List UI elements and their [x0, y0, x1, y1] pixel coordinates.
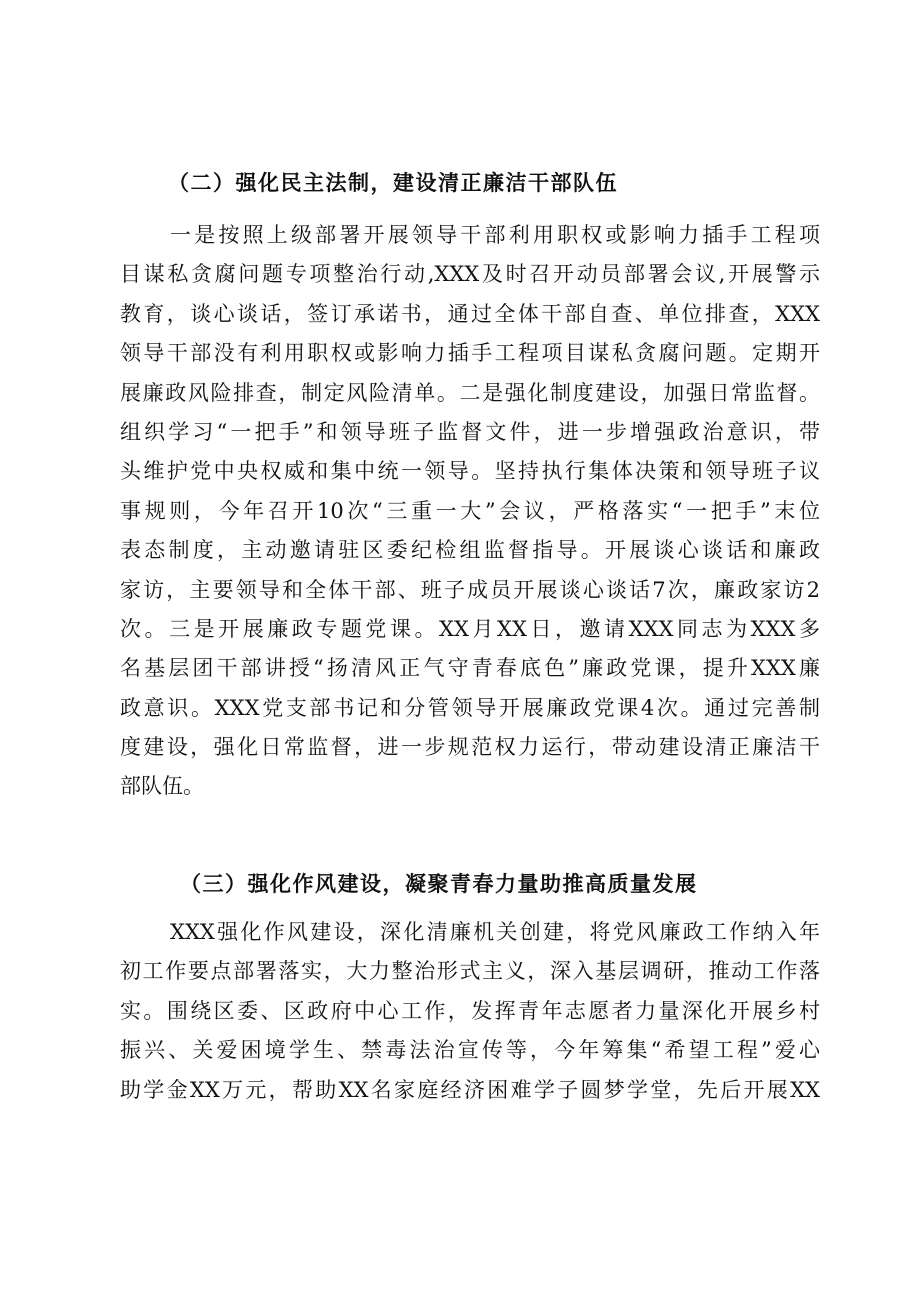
paragraph-line: 名基层团干部讲授“扬清风正气守青春底色”廉政党课，提升XXX廉: [120, 656, 820, 681]
paragraph-line: 一是按照上级部署开展领导干部利用职权或影响力插手工程项: [170, 223, 820, 247]
section-3-paragraph: [120, 913, 820, 1110]
paragraph-line: 实。围绕区委、区政府中心工作，发挥青年志愿者力量深化开展乡村: [120, 998, 820, 1023]
paragraph-line: 表态制度，主动邀请驻区委纪检组监督指导。开展谈心谈话和廉政: [120, 538, 820, 563]
paragraph-line: 头维护党中央权威和集中统一领导。坚持执行集体决策和领导班子议: [120, 459, 820, 484]
section-heading-2: （二）强化民主法制，建设清正廉洁干部队伍: [168, 171, 618, 195]
paragraph-line: 家访，主要领导和全体干部、班子成员开展谈心谈话7次，廉政家访2: [120, 577, 820, 602]
paragraph-line: 政意识。XXX党支部书记和分管领导开展廉政党课4次。通过完善制: [120, 695, 820, 720]
paragraph-line: 组织学习“一把手”和领导班子监督文件，进一步增强政治意识，带: [120, 419, 820, 444]
paragraph-line: 振兴、关爱困境学生、禁毒法治宣传等，今年筹集“希望工程”爱心: [120, 1038, 820, 1063]
paragraph-line: 教育，谈心谈话，签订承诺书，通过全体干部自查、单位排查，XXX: [120, 301, 820, 326]
paragraph-line: 初工作要点部署落实，大力整治形式主义，深入基层调研，推动工作落: [120, 959, 820, 984]
section-2-paragraph: [120, 216, 820, 807]
paragraph-line: 度建设，强化日常监督，进一步规范权力运行，带动建设清正廉洁干: [120, 735, 820, 760]
paragraph-line: 事规则，今年召开10次“三重一大”会议，严格落实“一把手”末位: [120, 498, 820, 523]
paragraph-line: XXX强化作风建设，深化清廉机关创建，将党风廉政工作纳入年: [170, 920, 820, 944]
paragraph-line: 领导干部没有利用职权或影响力插手工程项目谋私贪腐问题。定期开: [120, 341, 820, 366]
paragraph-line: 部队伍。: [120, 774, 204, 799]
paragraph-line: 展廉政风险排查，制定风险清单。二是强化制度建设，加强日常监督。: [120, 380, 820, 405]
paragraph-line: 次。三是开展廉政专题党课。XX月XX日，邀请XXX同志为XXX多: [120, 616, 820, 641]
section-heading-3: （三）强化作风建设，凝聚青春力量助推高质量发展: [180, 872, 698, 896]
paragraph-line: 助学金XX万元，帮助XX名家庭经济困难学子圆梦学堂，先后开展XX: [120, 1077, 820, 1102]
paragraph-line: 目谋私贪腐问题专项整治行动,XXX及时召开动员部署会议,开展警示: [120, 262, 820, 287]
